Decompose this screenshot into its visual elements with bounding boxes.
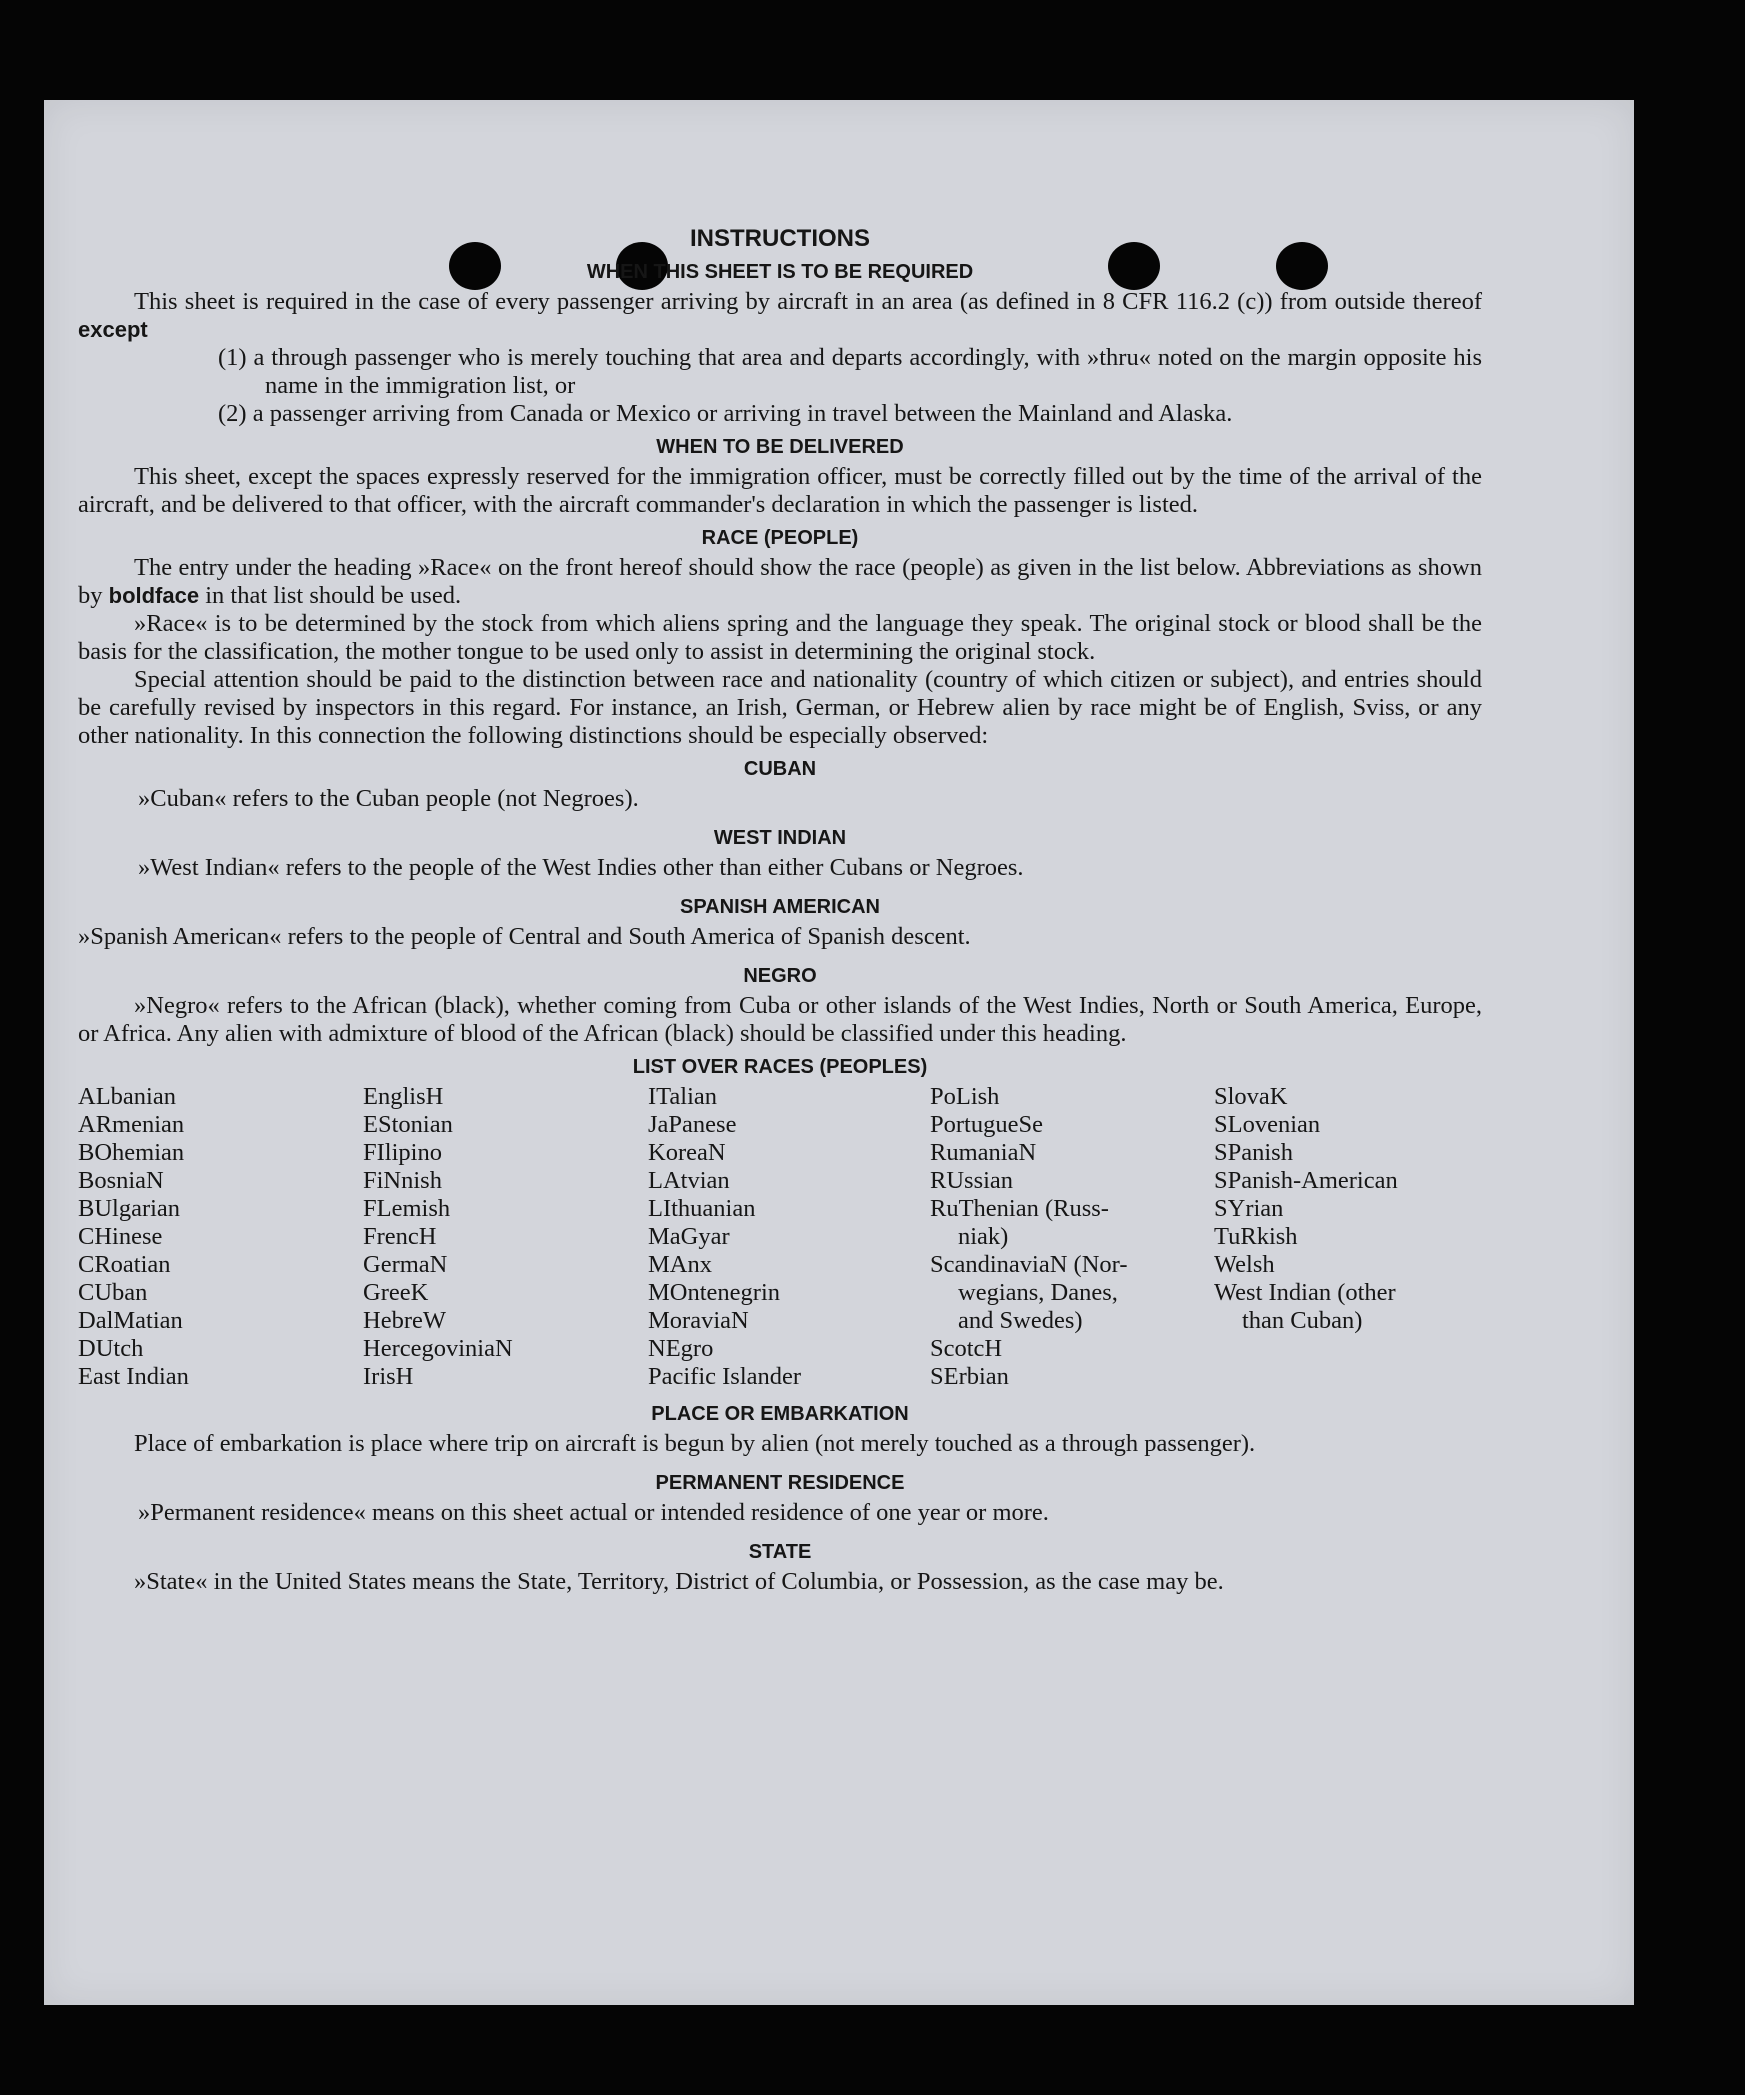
paragraph-when-delivered: This sheet, except the spaces expressly reserved for the immigration officer, must be correctly filled out by the time of the arrival of the aircraft, and be delivered to that officer, with the aircraft commander's declaration in which the passenger is listed. (78, 463, 1482, 518)
race-list-item: East Indian (78, 1363, 189, 1390)
race-list-item: RuThenian (Russ- (930, 1195, 1109, 1222)
race-list-item: FIlipino (363, 1139, 442, 1166)
race-list-item: BUlgarian (78, 1195, 181, 1222)
race-list-item: and Swedes) (958, 1307, 1083, 1334)
race-list-item: HebreW (363, 1307, 446, 1334)
heading-cuban: CUBAN (743, 758, 817, 780)
heading-embarkation: PLACE OR EMBARKATION (651, 1403, 909, 1425)
race-list-item: West Indian (other (1214, 1279, 1396, 1306)
heading-west-indian: WEST INDIAN (713, 827, 847, 849)
race-list-item: CUban (78, 1279, 148, 1306)
race-list-table (78, 1083, 1482, 1391)
race-list-item: ScotcH (930, 1335, 1003, 1362)
race-list-item: EnglisH (363, 1083, 444, 1110)
paragraph-negro: »Negro« refers to the African (black), whether coming from Cuba or other islands of the West Indies, North or South America, Europe, or Africa. Any alien with admixture of blood of the African (black) should be classified under this heading. (78, 992, 1482, 1047)
heading-negro: NEGRO (743, 965, 817, 987)
race-list-item: SlovaK (1214, 1083, 1288, 1110)
race-list-item: DUtch (78, 1335, 144, 1362)
paragraph-when-required: This sheet is required in the case of every passenger arriving by aircraft in an area (as defined in 8 CFR 116.2 (c)) from outside thereof except (78, 288, 1482, 342)
race-list-item: GermaN (363, 1251, 448, 1278)
heading-when-required: WHEN THIS SHEET IS TO BE REQUIRED (586, 261, 974, 283)
race-list-column (78, 1083, 363, 1391)
paragraph-embarkation: Place of embarkation is place where trip on aircraft is begun by alien (not merely touched as a through passenger). (134, 1430, 1256, 1457)
race-list-item: GreeK (363, 1279, 429, 1306)
race-list-item: MAnx (648, 1251, 712, 1278)
race-list-column (930, 1083, 1214, 1391)
page-title: INSTRUCTIONS (690, 225, 870, 252)
race-list-item: than Cuban) (1242, 1307, 1363, 1334)
race-list-item: HercegoviniaN (363, 1335, 513, 1362)
instructions-content (78, 225, 1482, 1596)
race-list-item: BosniaN (78, 1167, 164, 1194)
race-list-item: FrencH (363, 1223, 437, 1250)
race-list-item: LIthuanian (648, 1195, 756, 1222)
race-list-item: NEgro (648, 1335, 714, 1362)
race-list-item: DalMatian (78, 1307, 183, 1334)
race-list-item: BOhemian (78, 1139, 185, 1166)
heading-race: RACE (PEOPLE) (701, 527, 859, 549)
race-list-item: RumaniaN (930, 1139, 1037, 1166)
race-list-item: niak) (958, 1223, 1009, 1250)
race-list-item: Pacific Islander (648, 1363, 802, 1390)
heading-race-list: LIST OVER RACES (PEOPLES) (632, 1056, 928, 1078)
race-list-item: Welsh (1214, 1251, 1275, 1278)
race-list-item: IrisH (363, 1363, 414, 1390)
race-list-item: MoraviaN (648, 1307, 749, 1334)
race-list-item: RUssian (930, 1167, 1014, 1194)
race-list-item: SPanish-American (1214, 1167, 1398, 1194)
race-list-item: FLemish (363, 1195, 451, 1222)
race-list-item: FiNnish (363, 1167, 442, 1194)
race-list-item: JaPanese (648, 1111, 737, 1138)
race-list-item: LAtvian (648, 1167, 730, 1194)
heading-state: STATE (748, 1541, 812, 1563)
race-list-item: KoreaN (648, 1139, 726, 1166)
race-list-item: EStonian (363, 1111, 453, 1138)
race-list-item: ITalian (648, 1083, 718, 1110)
race-list-item: wegians, Danes, (958, 1279, 1118, 1306)
paragraph-permanent-residence: »Permanent residence« means on this sheet actual or intended residence of one year or more. (138, 1499, 1049, 1526)
heading-spanish-american: SPANISH AMERICAN (679, 896, 880, 918)
race-list-item: SPanish (1214, 1139, 1293, 1166)
paragraph-state: »State« in the United States means the State, Territory, District of Columbia, or Possession, as the case may be. (134, 1568, 1224, 1595)
heading-when-delivered: WHEN TO BE DELIVERED (656, 436, 904, 458)
race-list-item: PoLish (930, 1083, 1000, 1110)
race-list-column (1214, 1083, 1484, 1391)
paragraph-spanish-american: »Spanish American« refers to the people of Central and South America of Spanish descent. (78, 923, 971, 950)
paragraph-cuban: »Cuban« refers to the Cuban people (not Negroes). (138, 785, 639, 812)
race-list-item: MOntenegrin (648, 1279, 780, 1306)
paragraph-race-nationality: Special attention should be paid to the distinction between race and nationality (country of which citizen or subject), and entries should be carefully revised by inspectors in this regard. For instance, an Irish, German, or Hebrew alien by race might be of English, Sviss, or any other nationality. In this connection the following distinctions should be especially observed: (78, 666, 1482, 749)
race-list-item: SErbian (930, 1363, 1009, 1390)
race-list-item: SYrian (1214, 1195, 1284, 1222)
race-list-item: SLovenian (1214, 1111, 1321, 1138)
race-list-item: PortugueSe (930, 1111, 1043, 1138)
paragraph-race-entry: The entry under the heading »Race« on the front hereof should show the race (people) as given in the list below. Abbreviations as shown by boldface in that list should be used. (78, 554, 1482, 609)
race-list-item: ARmenian (78, 1111, 185, 1138)
race-list-item: TuRkish (1214, 1223, 1298, 1250)
paragraph-west-indian: »West Indian« refers to the people of the West Indies other than either Cubans or Negroes. (138, 854, 1024, 881)
race-list-item: CHinese (78, 1223, 163, 1250)
race-list-item: CRoatian (78, 1251, 171, 1278)
race-list-column (363, 1083, 648, 1391)
paragraph-race-stock: »Race« is to be determined by the stock from which aliens spring and the language they speak. The original stock or blood shall be the basis for the classification, the mother tongue to be used only to assist in determining the original stock. (78, 610, 1482, 665)
race-list-column (648, 1083, 930, 1391)
race-list-item: MaGyar (648, 1223, 730, 1250)
list-item-canada-mexico: (2) a passenger arriving from Canada or Mexico or arriving in travel between the Mainland and Alaska. (218, 400, 1233, 427)
race-list-item: ALbanian (78, 1083, 176, 1110)
list-item-through-passenger: (1) a through passenger who is merely touching that area and departs accordingly, with »thru« noted on the margin opposite his name in the immigration list, or (218, 344, 1482, 399)
race-list-item: ScandinaviaN (Nor- (930, 1251, 1128, 1278)
heading-permanent-residence: PERMANENT RESIDENCE (655, 1472, 905, 1494)
